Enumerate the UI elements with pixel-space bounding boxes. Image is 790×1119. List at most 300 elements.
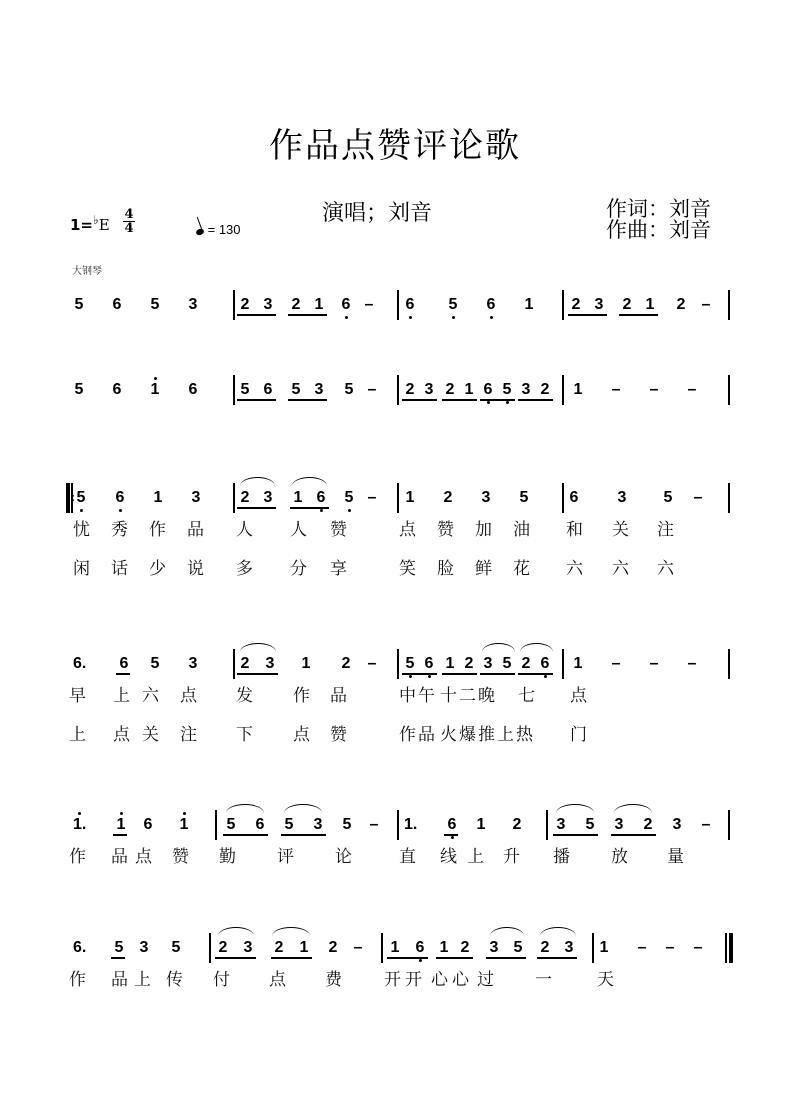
lyric-char: 热 (516, 725, 533, 745)
lyric-char: 六 (612, 559, 629, 579)
note: 3 (263, 489, 273, 506)
lyric-char: 上 (497, 725, 514, 745)
lyric-char: 作 (293, 686, 310, 706)
note: 6 (188, 381, 198, 398)
note: 5 (284, 816, 294, 833)
lyricist-credit: 作词：刘音 (606, 197, 711, 221)
lyric-char: 六 (566, 559, 583, 579)
high-octave-dot (154, 377, 157, 380)
rhythm-underline (619, 314, 658, 316)
note: 6 (485, 297, 497, 313)
lyric-char: 论 (335, 847, 352, 867)
rhythm-underline (271, 957, 312, 959)
note: 6 (414, 940, 426, 956)
high-octave-dot (183, 812, 186, 815)
lyric-char: 享 (330, 559, 347, 579)
note: 5 (343, 490, 355, 506)
note: 2 (643, 816, 653, 833)
lyric-char: 直 (399, 847, 416, 867)
note: 2 (445, 381, 455, 398)
note: 5 (501, 382, 513, 398)
lyric-char: 作 (399, 725, 416, 745)
note: 2 (521, 655, 531, 672)
lyric-char: 闲 (73, 559, 90, 579)
note: – (611, 381, 621, 398)
low-octave-dot (506, 401, 509, 404)
rhythm-underline (442, 399, 477, 401)
note: – (367, 381, 377, 398)
lyric-char: 人 (236, 520, 253, 540)
rhythm-underline (237, 399, 276, 401)
lyric-char: 早 (69, 686, 86, 706)
note: 1 (599, 939, 609, 956)
note: – (701, 816, 711, 833)
low-octave-dot (320, 509, 323, 512)
quarter-note-icon (195, 228, 205, 236)
low-octave-dot (80, 509, 83, 512)
lyric-char: 上 (113, 686, 130, 706)
slur (240, 643, 276, 652)
barline (233, 649, 235, 679)
lyric-char: 注 (180, 725, 197, 745)
note: – (369, 816, 379, 833)
barline (381, 933, 383, 963)
slur (614, 804, 652, 813)
rhythm-underline (568, 314, 607, 316)
lyric-char: 赞 (437, 520, 454, 540)
note: 3 (191, 489, 201, 506)
rhythm-underline (553, 834, 598, 836)
lyric-char: 午 (418, 686, 435, 706)
composer-credit: 作曲：刘音 (606, 218, 711, 242)
slur (240, 477, 275, 486)
lyric-char: 一 (535, 970, 552, 990)
lyric-char: 评 (277, 847, 294, 867)
key-signature (70, 213, 110, 234)
note: 5 (585, 816, 595, 833)
note: – (693, 489, 703, 506)
lyric-char: 人 (290, 520, 307, 540)
low-octave-dot (419, 959, 422, 962)
lyric-char: 脸 (437, 559, 454, 579)
lyric-char: 点 (293, 725, 310, 745)
note: 5 (74, 381, 84, 398)
note: 1 (314, 296, 324, 313)
barline (209, 933, 211, 963)
rhythm-underline (215, 957, 256, 959)
note: 1 (153, 489, 163, 506)
slur (520, 643, 553, 652)
note: 3 (483, 655, 493, 672)
note: 2 (622, 296, 632, 313)
rhythm-underline (288, 399, 327, 401)
lyric-char: 作 (69, 847, 86, 867)
rhythm-underline (480, 673, 515, 675)
note: 3 (313, 816, 323, 833)
lyric-char: 升 (503, 847, 520, 867)
lyric-char: 爆 (459, 725, 476, 745)
note: – (364, 296, 374, 313)
note: 3 (188, 296, 198, 313)
lyric-char: 忧 (73, 520, 90, 540)
low-octave-dot (428, 675, 431, 678)
lyric-char: 品 (111, 970, 128, 990)
note: 1 (149, 382, 161, 398)
lyric-char: 中 (399, 686, 416, 706)
lyric-char: 心 (431, 970, 448, 990)
lyric-char: 点 (113, 725, 130, 745)
note: 6 (255, 816, 265, 833)
note: 5 (171, 939, 181, 956)
note: 3 (564, 939, 574, 956)
note: 6 (482, 382, 494, 398)
barline (728, 483, 730, 513)
lyric-char: 放 (611, 847, 628, 867)
note: 5 (663, 489, 673, 506)
barline (397, 375, 399, 405)
barline (728, 290, 730, 320)
low-octave-dot (487, 401, 490, 404)
note: 5 (291, 381, 301, 398)
key-note: E (98, 216, 110, 234)
note: 3 (672, 816, 682, 833)
lyric-char: 加 (475, 520, 492, 540)
lyric-char: 点 (180, 686, 197, 706)
note: 5 (513, 939, 523, 956)
slur (540, 927, 576, 936)
note: 6 (569, 489, 579, 506)
slur (226, 804, 264, 813)
note: 6 (263, 381, 273, 398)
lyric-char: 赞 (330, 520, 347, 540)
note: 3 (521, 381, 531, 398)
lyric-char: 六 (142, 686, 159, 706)
lyric-char: 秀 (111, 520, 128, 540)
note: 1 (390, 939, 400, 956)
rhythm-underline (116, 673, 130, 675)
rhythm-underline (611, 834, 656, 836)
note: 6 (539, 656, 551, 672)
note: – (367, 655, 377, 672)
note: 2 (291, 296, 301, 313)
note: – (367, 489, 377, 506)
lyric-char: 天 (597, 970, 614, 990)
note: – (649, 381, 659, 398)
singer-credit: 演唱；刘音 (322, 201, 433, 226)
rhythm-underline (281, 834, 326, 836)
note: 2 (464, 655, 474, 672)
barline (728, 810, 730, 840)
note: 1 (405, 489, 415, 506)
note: 3 (614, 816, 624, 833)
note: 6 (340, 297, 352, 313)
barline (562, 483, 564, 513)
song-title: 作品点赞评论歌 (269, 126, 521, 166)
lyric-char: 上 (134, 970, 151, 990)
note: 5 (114, 939, 124, 956)
note: 5 (240, 381, 250, 398)
lyric-char: 注 (657, 520, 674, 540)
note: 1 (573, 655, 583, 672)
note: 3 (481, 489, 491, 506)
note: 3 (424, 381, 434, 398)
barline (215, 810, 217, 840)
lyric-char: 花 (513, 559, 530, 579)
lyric-char: 量 (667, 847, 684, 867)
note: 6 (143, 816, 153, 833)
lyric-char: 上 (69, 725, 86, 745)
note: 5 (502, 655, 512, 672)
lyric-char: 费 (325, 970, 342, 990)
note: 6 (446, 817, 458, 833)
note: 5 (447, 297, 459, 313)
lyric-char: 多 (236, 559, 253, 579)
note: 5 (344, 381, 354, 398)
barline (562, 649, 564, 679)
note: 1 (299, 939, 309, 956)
note: 1. (404, 816, 418, 833)
note: 2 (328, 939, 338, 956)
lyric-char: 品 (111, 847, 128, 867)
note: 2 (512, 816, 522, 833)
key-tonic: 1= (70, 216, 94, 234)
time-signature-bottom: 4 (124, 221, 134, 236)
rhythm-underline (223, 834, 268, 836)
rhythm-underline (442, 673, 477, 675)
note: 5 (150, 296, 160, 313)
low-octave-dot (452, 316, 455, 319)
low-octave-dot (451, 836, 454, 839)
lyric-char: 作 (69, 970, 86, 990)
note: 6 (114, 490, 126, 506)
note: 2 (676, 296, 686, 313)
lyric-char: 六 (657, 559, 674, 579)
rhythm-underline (444, 834, 458, 836)
note: 3 (617, 489, 627, 506)
lyric-char: 点 (399, 520, 416, 540)
note: 2 (443, 489, 453, 506)
note: 2 (540, 939, 550, 956)
rhythm-underline (111, 957, 125, 959)
note: 1 (439, 939, 449, 956)
slur (292, 477, 327, 486)
lyric-char: 品 (330, 686, 347, 706)
lyric-char: 话 (111, 559, 128, 579)
lyric-char: 下 (236, 725, 253, 745)
lyric-char: 关 (142, 725, 159, 745)
note: 6 (423, 656, 435, 672)
lyric-char: 播 (553, 847, 570, 867)
repeat-barline-thick (66, 483, 70, 513)
barline (728, 649, 730, 679)
note: 3 (263, 296, 273, 313)
note: 5 (226, 816, 236, 833)
lyric-char: 发 (236, 686, 253, 706)
note: – (665, 939, 675, 956)
barline (397, 810, 399, 840)
note: 3 (243, 939, 253, 956)
rhythm-underline (486, 957, 526, 959)
flat-icon: ♭ (93, 213, 99, 227)
lyric-char: 七 (518, 686, 535, 706)
note: 5 (75, 490, 87, 506)
time-signature (123, 208, 135, 235)
time-signature-top: 4 (124, 207, 134, 222)
lyric-char: 勤 (219, 847, 236, 867)
lyric-char: 火 (440, 725, 457, 745)
instrument-label: 大钢琴 (72, 266, 102, 277)
note: 1 (524, 296, 534, 313)
slur (218, 927, 254, 936)
lyric-char: 过 (477, 970, 494, 990)
lyric-char: 鲜 (475, 559, 492, 579)
barline (233, 290, 235, 320)
note: 2 (405, 381, 415, 398)
low-octave-dot (544, 675, 547, 678)
barline (233, 483, 235, 513)
note: 3 (139, 939, 149, 956)
note: 2 (571, 296, 581, 313)
rhythm-underline (537, 957, 577, 959)
note: 6. (73, 655, 87, 672)
note: 1 (301, 655, 311, 672)
rhythm-underline (290, 507, 329, 509)
rhythm-underline (288, 314, 327, 316)
rhythm-underline (518, 673, 553, 675)
slur (482, 643, 515, 652)
note: 6 (404, 297, 416, 313)
note: 5 (342, 816, 352, 833)
note: – (649, 655, 659, 672)
note: 5 (150, 655, 160, 672)
note: 1. (73, 817, 95, 833)
note: – (687, 381, 697, 398)
lyric-char: 点 (269, 970, 286, 990)
lyric-char: 线 (440, 847, 457, 867)
barline (397, 649, 399, 679)
note: 3 (314, 381, 324, 398)
low-octave-dot (348, 509, 351, 512)
slur (490, 927, 524, 936)
barline (546, 810, 548, 840)
barline (397, 483, 399, 513)
lyric-char: 点 (570, 686, 587, 706)
note: 2 (274, 939, 284, 956)
lyric-char: 付 (213, 970, 230, 990)
rhythm-underline (518, 399, 553, 401)
lyric-char: 少 (149, 559, 166, 579)
note: 5 (74, 296, 84, 313)
note: 2 (240, 655, 250, 672)
rhythm-underline (237, 314, 276, 316)
rhythm-underline (237, 673, 278, 675)
barline (397, 290, 399, 320)
note: – (687, 655, 697, 672)
credits (606, 199, 711, 241)
note: – (693, 939, 703, 956)
note: – (637, 939, 647, 956)
lyric-char: 推 (478, 725, 495, 745)
lyric-char: 传 (166, 970, 183, 990)
note: 6. (73, 939, 87, 956)
lyric-char: 品 (418, 725, 435, 745)
note: 2 (218, 939, 228, 956)
note: 3 (489, 939, 499, 956)
lyric-char: 赞 (172, 847, 189, 867)
final-barline-thin (725, 933, 727, 963)
note: 1 (293, 489, 303, 506)
note: – (701, 296, 711, 313)
lyric-char: 二 (459, 686, 476, 706)
note: 3 (188, 655, 198, 672)
lyric-char: 开 (405, 970, 422, 990)
lyric-char: 心 (452, 970, 469, 990)
note: 2 (240, 296, 250, 313)
slur (272, 927, 310, 936)
slur (284, 804, 322, 813)
lyric-char: 和 (566, 520, 583, 540)
barline (728, 375, 730, 405)
note: 5 (404, 656, 416, 672)
note: 1 (445, 655, 455, 672)
high-octave-dot (120, 812, 123, 815)
lyric-char: 说 (187, 559, 204, 579)
lyric-char: 开 (384, 970, 401, 990)
tempo-value: = 130 (207, 222, 241, 237)
note: 2 (240, 489, 250, 506)
note: 1 (464, 381, 474, 398)
lyric-char: 赞 (330, 725, 347, 745)
lyric-char: 点 (135, 847, 152, 867)
low-octave-dot (119, 509, 122, 512)
note: 6 (112, 296, 122, 313)
lyric-char: 晚 (478, 686, 495, 706)
lyric-char: 笑 (399, 559, 416, 579)
note: 2 (540, 381, 550, 398)
note: – (611, 655, 621, 672)
tempo-marking (196, 222, 241, 237)
note: 1 (573, 381, 583, 398)
low-octave-dot (409, 675, 412, 678)
barline (592, 933, 594, 963)
lyric-char: 十 (440, 686, 457, 706)
note: 1 (178, 817, 190, 833)
rhythm-underline (402, 673, 437, 675)
note: 6 (112, 381, 122, 398)
lyric-char: 关 (612, 520, 629, 540)
note: 2 (341, 655, 351, 672)
high-octave-dot (78, 812, 81, 815)
note: 5 (519, 489, 529, 506)
note: 3 (594, 296, 604, 313)
note: 1 (476, 816, 486, 833)
rhythm-underline (436, 957, 473, 959)
slur (556, 804, 594, 813)
repeat-dots: : (71, 490, 75, 504)
note: 1 (115, 817, 127, 833)
note: 6 (315, 490, 327, 506)
note: – (353, 939, 363, 956)
rhythm-underline (113, 834, 127, 836)
barline (233, 375, 235, 405)
rhythm-underline (480, 399, 515, 401)
lyric-char: 作 (149, 520, 166, 540)
rhythm-underline (387, 957, 428, 959)
note: 6 (119, 655, 129, 672)
barline (562, 375, 564, 405)
note: 2 (460, 939, 470, 956)
lyric-char: 品 (187, 520, 204, 540)
